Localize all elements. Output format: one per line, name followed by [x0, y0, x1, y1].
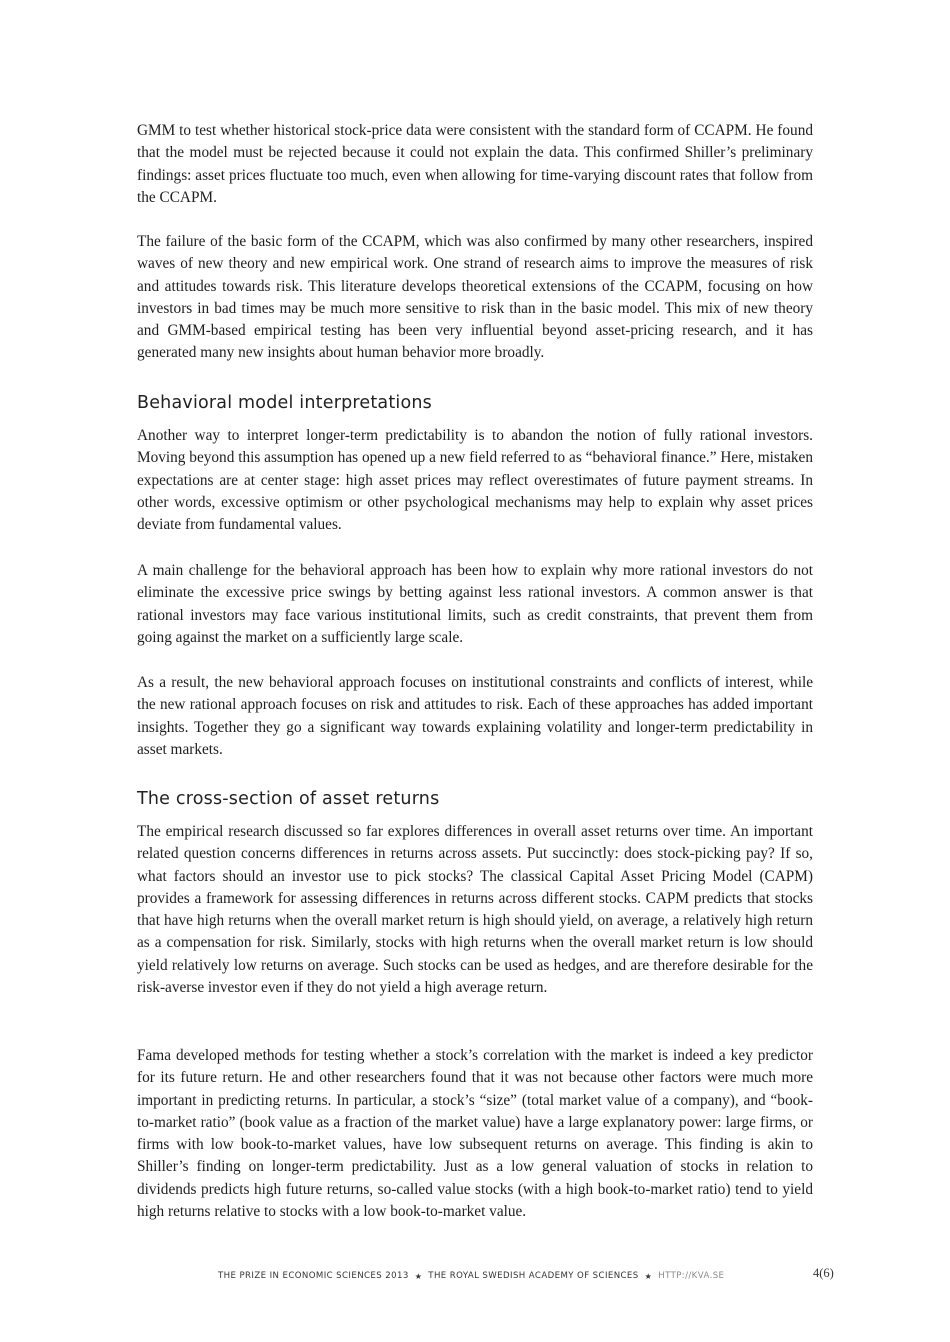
page-footer	[218, 1271, 733, 1281]
paragraph-behavioral-finance: Another way to interpret longer-term predictability is to abandon the notion of fully rational investors. Moving beyond this assumption has opened up a new field referred to as “behavioral finance.” Here, mistaken expectations are at center stage: high asset prices may reflect overestimates of future payment streams. In other words, excessive optimism or other psychological mechanisms may help to explain why asset prices deviate from fundamental values.	[137, 427, 813, 534]
paragraph-ccapm-failure: The failure of the basic form of the CCAPM, which was also confirmed by many other researchers, inspired waves of new theory and new empirical work. One strand of research aims to improve the measures of risk and attitudes towards risk. This literature develops theoretical extensions of the CCAPM, focusing on how investors in bad times may be much more sensitive to risk than in the basic model. This mix of new theory and GMM-based empirical testing has been very influential beyond asset-pricing research, and it has generated many new insights about human behavior more broadly.	[137, 233, 813, 362]
star-icon: ★	[414, 1271, 423, 1281]
paragraph-behavioral-challenge: A main challenge for the behavioral approach has been how to explain why more rational investors do not eliminate the excessive price swings by betting against less rational investors. A common answer is that rational investors may face various institutional limits, such as credit constraints, that prevent them from going against the market on a sufficiently large scale.	[137, 562, 813, 646]
section-heading-behavioral: Behavioral model interpretations	[137, 393, 432, 413]
star-icon: ★	[644, 1271, 653, 1281]
paragraph-behavioral-result: As a result, the new behavioral approach focuses on institutional constraints and conflicts of interest, while the new rational approach focuses on risk and attitudes to risk. Each of these approaches has added important insights. Together they go a significant way towards explaining volatility and longer-term predictability in asset markets.	[137, 674, 813, 758]
paragraph-gmm-test: GMM to test whether historical stock-price data were consistent with the standard form of CCAPM. He found that the model must be rejected because it could not explain the data. This confirmed Shiller’s preliminary findings: asset prices fluctuate too much, even when allowing for time-varying discount rates that follow from the CCAPM.	[137, 122, 813, 206]
paragraph-fama-methods: Fama developed methods for testing whether a stock’s correlation with the market is indeed a key predictor for its future return. He and other researchers found that it was not because other factors were much more important in predicting returns. In particular, a stock’s “size” (total market value of a company), and “book-to-market ratio” (book value as a fraction of the market value) have a large explanatory power: large firms, or firms with low book-to-market values, have low subsequent returns on average. This finding is akin to Shiller’s finding on longer-term predictability. Just as a low general valuation of stocks in relation to dividends predicts high future returns, so-called value stocks (with a high book-to-market ratio) tend to yield high returns relative to stocks with a low book-to-market value.	[137, 1047, 813, 1221]
section-heading-cross-section: The cross-section of asset returns	[137, 789, 440, 809]
paragraph-capm: The empirical research discussed so far explores differences in overall asset returns over time. An important related question concerns differences in returns across assets. Put succinctly: does stock-picking pay? If so, what factors should an investor use to pick stocks? The classical Capital Asset Pricing Model (CAPM) provides a framework for assessing differences in returns across different stocks. CAPM predicts that stocks that have high returns when the overall market return is high should yield, on average, a relatively high return as a compensation for risk. Similarly, stocks with high returns when the overall market return is low should yield relatively low returns on average. Such stocks can be used as hedges, and are therefore desirable for the risk-averse investor even if they do not yield a high average return.	[137, 823, 813, 997]
footer-academy-text: THE ROYAL SWEDISH ACADEMY OF SCIENCES	[428, 1271, 639, 1281]
footer-url-link[interactable]: HTTP://KVA.SE	[658, 1271, 725, 1281]
page-number: 4(6)	[813, 1266, 834, 1280]
footer-prize-text: THE PRIZE IN ECONOMIC SCIENCES 2013	[218, 1271, 409, 1281]
